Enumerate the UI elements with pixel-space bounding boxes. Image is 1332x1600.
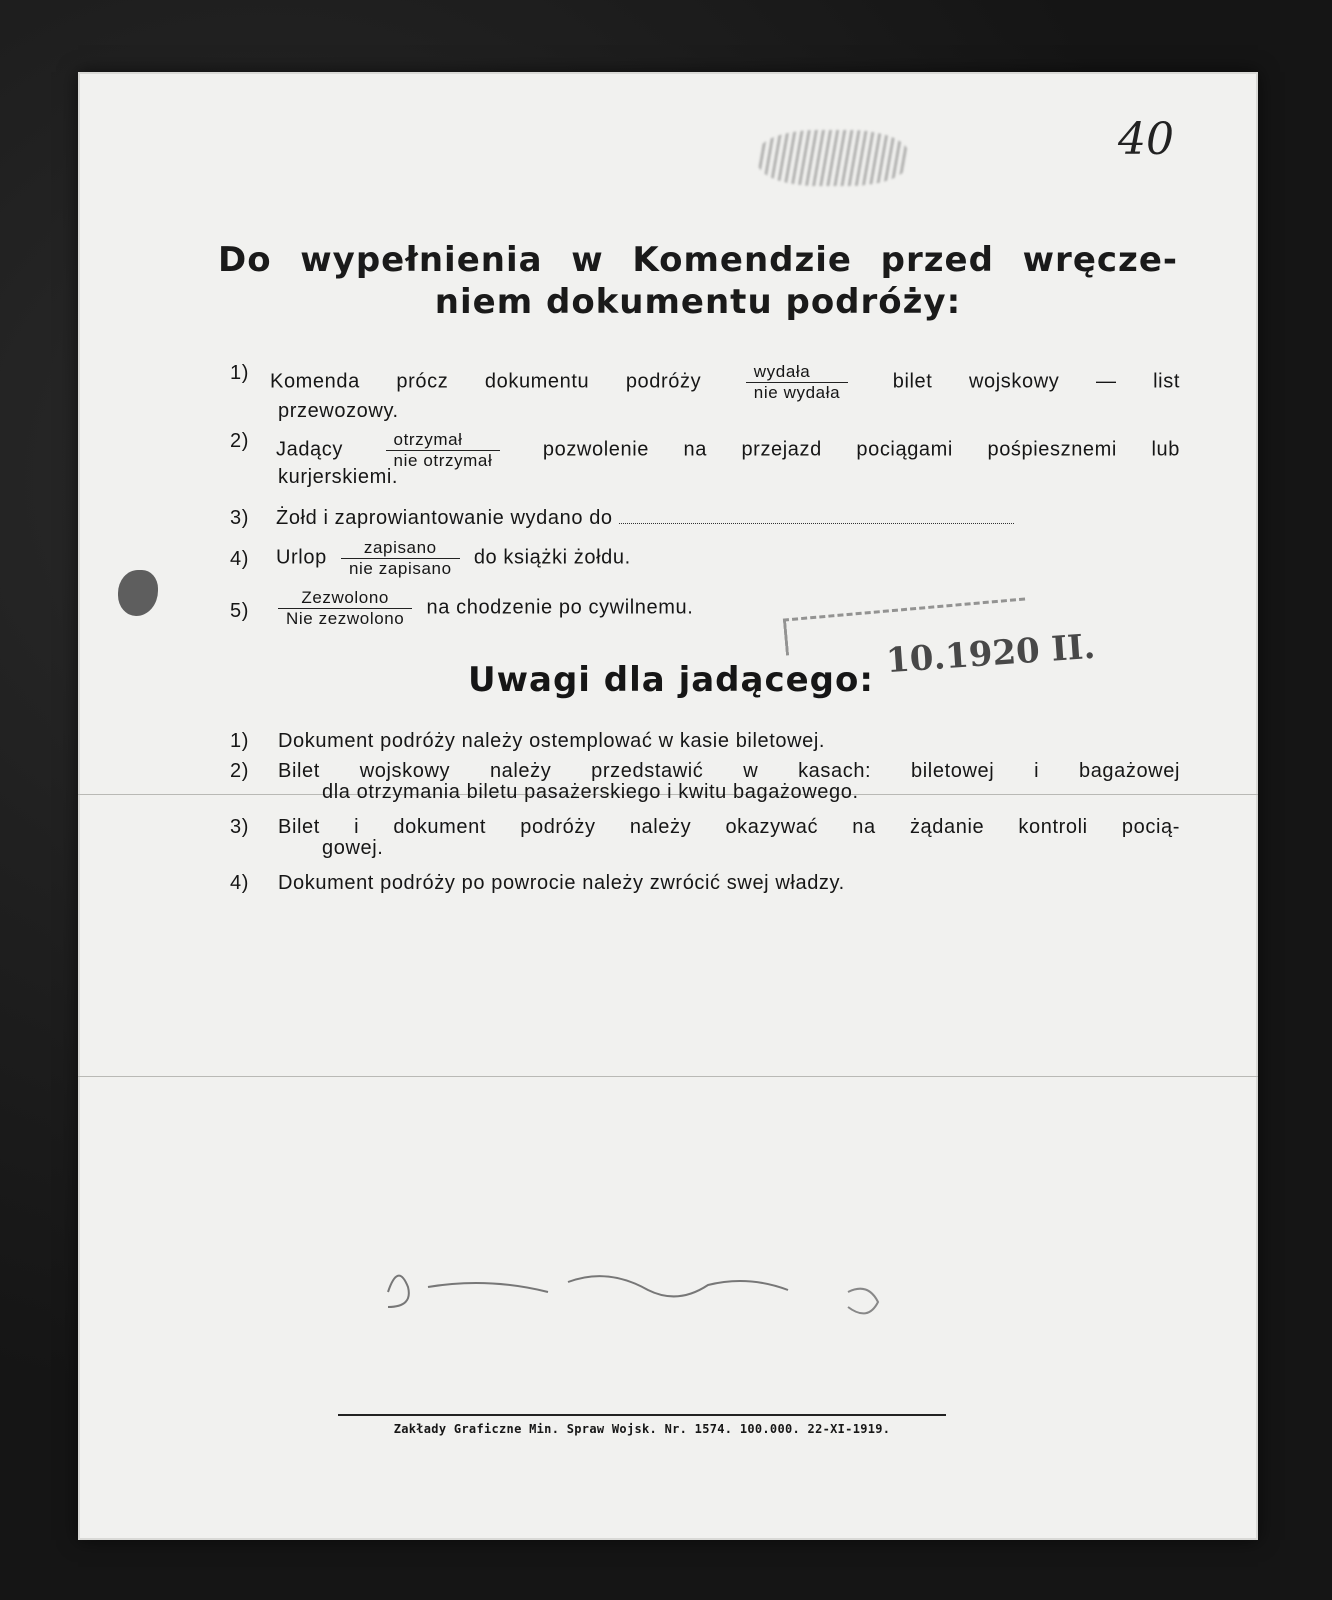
item-number: 4) [230, 548, 249, 570]
remark-continuation: dla otrzymania biletu pasażerskiego i kwitu bagażowego. [322, 781, 859, 803]
choice-option-no: Nie zezwolono [286, 608, 405, 628]
item-text: do książki żołdu. [473, 546, 631, 569]
item-number: 1) [230, 362, 249, 384]
date-stamp: 10.1920 II. [884, 626, 1097, 682]
item-text: na chodzenie po cywilnemu. [426, 596, 694, 619]
fill-in-line [619, 507, 1014, 524]
document-page [78, 72, 1258, 1540]
choice-option-yes: Zezwolono [278, 588, 412, 609]
remark-text: Bilet i dokument podróży należy okazywać na żądanie kontroli pocią- [278, 816, 1180, 838]
page-title [218, 240, 1178, 322]
item-text: Jadący [276, 438, 343, 461]
remark-number: 1) [230, 730, 249, 752]
remark-text: Dokument podróży po powrocie należy zwrócić swej władzy. [278, 872, 845, 894]
choice-option-yes: zapisano [341, 538, 460, 559]
ink-blot [118, 570, 158, 616]
choice-fraction [746, 362, 848, 402]
item-number: 2) [230, 430, 249, 452]
item-text: Urlop [276, 546, 327, 569]
item-number: 5) [230, 600, 249, 622]
remark-number: 2) [230, 760, 249, 782]
imprint-rule [338, 1414, 946, 1416]
title-line-1: Do wypełnienia w Komendzie przed wręcze- [218, 240, 1178, 280]
choice-option-no: nie zapisano [348, 558, 452, 578]
item-continuation: kurjerskiemi. [278, 466, 399, 489]
fold-line [78, 1076, 1258, 1077]
item-number: 3) [230, 507, 249, 529]
choice-option-no: nie wydała [753, 382, 841, 402]
item-text: Żołd i zaprowiantowanie wydano do [276, 507, 613, 529]
remark-text: Dokument podróży należy ostemplować w kasie biletowej. [278, 730, 826, 752]
choice-option-no: nie otrzymał [393, 450, 493, 470]
remark-number: 3) [230, 816, 249, 838]
choice-option-yes: wydała [746, 362, 848, 383]
title-line-2: niem dokumentu podróży: [434, 282, 962, 322]
item-text: pozwolenie na przejazd pociągami pośpiesznemi lub [542, 438, 1180, 461]
choice-fraction [341, 538, 460, 578]
choice-option-yes: otrzymał [386, 430, 501, 451]
ink-smudge [758, 130, 908, 186]
choice-fraction [278, 588, 412, 628]
remark-continuation: gowej. [322, 837, 384, 859]
page-number: 40 [1118, 114, 1174, 165]
remark-number: 4) [230, 872, 249, 894]
item-text: Komenda prócz dokumentu podróży [270, 370, 702, 393]
choice-fraction [386, 430, 501, 470]
item-text: bilet wojskowy — list [892, 370, 1180, 393]
handwritten-scribble [368, 1252, 928, 1332]
section-heading: Uwagi dla jadącego: [468, 660, 874, 700]
printer-imprint: Zakłady Graficzne Min. Spraw Wojsk. Nr. 1574. 100.000. 22-XI-1919. [393, 1422, 891, 1436]
item-continuation: przewozowy. [278, 400, 399, 423]
remark-text: Bilet wojskowy należy przedstawić w kasach: biletowej i bagażowej [278, 760, 1180, 782]
